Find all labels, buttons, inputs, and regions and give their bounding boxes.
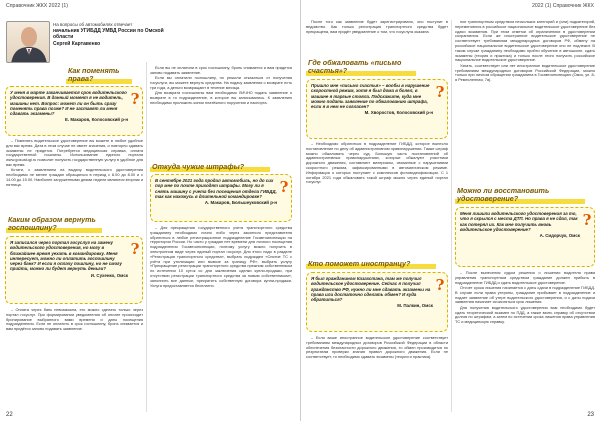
- running-head-left: Справочник ЖКХ 2022 (1): [6, 3, 69, 9]
- answer-column-4: [306, 142, 448, 246]
- body-paragraph: Если вы оплатили госпошлину, но решили отказаться от получения госуслуги, вы можете вернуть средства. На подачу заявления о возврате есть три года, а деньги возвращают в течение месяца.: [150, 75, 292, 90]
- question-mark-icon: ?: [130, 90, 140, 108]
- question-mark-icon: ?: [435, 83, 445, 101]
- portrait-image: [7, 22, 50, 63]
- answer-paragraph: – Необходимо обратиться в подразделение ГИБДД, которое вынесло постановление по делу об административном правонарушении. Также штраф можно обжаловать через суд. Большую часть постановлений об административных правонарушениях, которые обжалуют участники дорожного движения, составляют материалы, связанные с нарушениями скоростного режима, зафиксированными в автоматическом режиме. Информация о которых поступает с комплексов фотовидеофиксации. С 1 октября 2021 года обжаловать такой штраф можно через единый портал госуслуг.: [306, 142, 448, 185]
- question-text-4: Пришло мне «письмо счастья» – вообы в нарушение скоростной режим, хотя я был дома в болел, в машине я таргые стояла. Подскажите, куда мне можно подать заявление по обжалованию штрафа, если я в нем не согласен?: [311, 83, 430, 110]
- heading-appeal-fine: Где обжаловать «письмо счастья»?: [306, 58, 416, 76]
- answer-column-5: [306, 336, 448, 412]
- right-page: [300, 0, 600, 421]
- body-paragraph: Если вы не оплатили в срок госпошлину, бронь снимается и вам придется заново подавать заявление.: [150, 66, 292, 75]
- heading-foreigner-help: Кто поможет иностранцу?: [306, 259, 436, 269]
- text-column-right-1: [306, 20, 448, 56]
- question-author-2: И. Сухенко, Омск: [90, 272, 128, 278]
- text-column-2: [150, 66, 292, 160]
- question-text-2: Я записался через портал госуслуг на замену водительского удостоверения, но могу в ближайшее время уехать в командировку. Меня интересует, можно ли оплатить госпошлину через банк? И если я оплачу пошлину, но не смогу прийти, можно ли будет вернуть деньги?: [10, 240, 122, 272]
- answer-paragraph: Кстати, с заявлением на выдачу водительского удостоверения необходимо не менее граждан обращаться в период с 8.00 до 8.00 и с 14.00 до 15.00. Наиболее загруженными днями недели являются вторник и пятница.: [6, 167, 143, 187]
- column-divider: [146, 62, 147, 412]
- answer-paragraph: – После вынесения судом решения о лишении водителя права управления транспортным средством гражданин должен прибыть в подразделение ГИБДД и сдать водительское удостоверение.: [455, 271, 595, 285]
- question-author-6: А. Сидорчук, Омск: [539, 233, 580, 239]
- intro-title-line2: Сергей Картавенко: [53, 41, 101, 48]
- running-head-right: 2022 (1) Справочник ЖКХ: [531, 3, 594, 9]
- text-column-right-2: [455, 20, 595, 180]
- answer-column-2: [6, 308, 143, 412]
- body-paragraph: Узнать, соответствует или нет иностранное водительское удостоверение требованиям международных договоров Российской Федерации, можно только при личном обращении гражданина в Госавтоинспекцию (Омск, ул. 8-я Ремесленная, 7а).: [455, 62, 595, 83]
- intro-title-line1: начальник УГИБДД УМВД России по Омской области: [53, 27, 164, 41]
- question-mark-icon: ?: [130, 240, 140, 258]
- question-box-3: [150, 174, 292, 222]
- question-text-5: Я был гражданином Казахстана, там же получил водительское удостоверение. Сейчас я получил гражданство РФ, нужно ли мне сдавать экзамены на права или достаточно сделать обмен? И куда обратиться?: [311, 276, 431, 303]
- heading-change-license: Как поменять права?: [66, 66, 132, 84]
- answer-paragraph: – Для прекращения государственного учета транспортного средства гражданину необходимо лично либо через законного представителя обратиться в любое регистрационное подразделение Госавтоинспекции на территории России. Но часто у граждан нет времени для личного посещения подразделения Госавтоинспекции, поэтому услугу можно получить в электронном виде через единый портал госуслуг. Для этого надо в разделе «Регистрация транспортного средства», выбрать подраздел «Снятие ТС с учёта при утилизации или вывозе за границу РФ», выбрать услугу «Прекращение регистрации транспортного средства прежним собственником по истечении 10 суток со дня заключения сделки купли-продажи, при отсутствии регистрации транспортного средства за новым собственником», заполнить все данные, прекратить собственную договора купли-продажи. Услуга предоставляется бесплатно.: [150, 226, 292, 288]
- question-mark-icon: ?: [435, 276, 445, 294]
- question-box-6: [455, 207, 595, 267]
- question-box-5: [306, 272, 448, 332]
- answer-column-1: [6, 139, 143, 214]
- question-mark-icon: ?: [279, 178, 289, 196]
- answer-paragraph: – Поменять водительское удостоверение вы можете в любое удобное для вас время. Дата в этом случае не имеет значения, и повторно сдавать экзамены не придется. Потребуется медицинская справка, оплата государственной пошлины. Использование единого портала www.gosuslugi.ru позволит получить государственную услугу в удобное для вас время.: [6, 139, 143, 167]
- question-author-4: М. Хворостов, Колосовский р-н: [364, 110, 433, 116]
- column-divider: [451, 20, 452, 412]
- body-paragraph: После того как заявление будет зарегистрировано, оно поступит в ведомство. Как только регистрация транспортного средства будет прекращена, вам придёт уведомление о том, что госуслуга оказана.: [306, 20, 448, 34]
- question-author-3: А. Макаров, Большеуковский р-н: [204, 200, 277, 206]
- heading-restore-license: Можно ли восстановить удостоверение?: [455, 186, 585, 204]
- answer-paragraph: – Оплата через банк невозможна, это можно сделать только через портал госуслуг. При формировании уведомления об оплате происходит бронирование выбранного вами времени и даты посещения подразделения. Если не оплатить в срок госпошлину, бронь снимается и вам придётся заново подавать заявление.: [6, 308, 143, 332]
- answer-paragraph: – Если ваше иностранное водительское удостоверение соответствует требованиям международных договоров Российской Федерации в области обеспечения безопасности дорожного движения, то обмен производится по результатам проверки знания правил дорожного движения. Если не соответствует, то необходимо сдавать экзамены (теория и практика).: [306, 336, 448, 360]
- heading-foreign-fines: Откуда чужие штрафы?: [150, 162, 270, 172]
- answer-column-6: [455, 271, 595, 412]
- body-paragraph: ное транспортным средством нескольких категорий и (или) подкатегорий, переменяются в российское национальное водительское удостоверение без сдачи экзаменов. При этом отметки об ограничениях в удостоверении сохраняются. Если же иностранное водительское удостоверение не соответствует требованиям международных договоров РФ, обмену на российское национальное водительское удостоверение оно не подлежит. В таком случае гражданину необходимо пройти обучение в автошколе, сдать экзамены (теория и практика) и только после этого получить российское национальное водительское удостоверение.: [455, 20, 595, 63]
- page-number-left: 22: [6, 412, 13, 418]
- question-box-2: [5, 236, 143, 304]
- question-box-1: [5, 86, 143, 136]
- body-paragraph: Для возврата госпошлины вам необходимо ЛИЧНО подать заявление о возврате в то подразделение, в которое вы записывались. К заявлению необходимо приложить копии платёжного поручения и паспорта.: [150, 90, 292, 105]
- question-text-6: Меня лишили водительского удостоверения за то, что я скрылся с места ДТП. Но права я не сдал, так как потерял их. Как мне получить вновь водительское удостоверение?: [460, 211, 578, 232]
- question-author-5: М. Палкин, Омск: [397, 303, 433, 309]
- intro-lead: На вопросы об автомобилях отвечает: [53, 22, 133, 27]
- question-text-1: У меня в марте заканчивается срок водительского удостоверения. В данный момент я не водитель, машины нет. Вопрос: может ли он быть сразу поменять права позже? И не заставят ли меня сдавать экзамены?: [10, 90, 127, 117]
- author-photo: [6, 21, 50, 63]
- heading-return-fee: Каким образом вернуть госпошлину?: [6, 215, 102, 233]
- question-text-3: В сентябре 2021 года продал автомобиль, но до сих пор мне по почте приходят штрафы. Могу ли я снять машину с учета без посещения отдела ГИБДД, так как нахожусь в длительной командировке?: [155, 178, 277, 199]
- page-number-right: 23: [587, 412, 594, 418]
- question-mark-icon: ?: [582, 211, 592, 229]
- answer-column-3: [150, 226, 292, 412]
- answer-paragraph: Для получения водительского удостоверения вам необходимо будет сдать теоретический экзамен по ПДД, а также взять справку об отсутствии долгов по штрафам, а затем по истечении срока лишения права управления ТС и медицинскую справку.: [455, 304, 595, 325]
- intro-block: [53, 22, 183, 48]
- answer-paragraph: Отсчет срока лишения начинается с даты сдачи в подразделение ГИБДД. В случае если права утеряны, гражданин прибывает в подразделение и подает заявление об утере водительского удостоверения, и с даты подачи заявления начинает исчисляться срок лишения.: [455, 284, 595, 305]
- question-author-1: Е. Макаров, Колосовский р-н: [64, 117, 128, 123]
- question-box-4: [306, 79, 448, 139]
